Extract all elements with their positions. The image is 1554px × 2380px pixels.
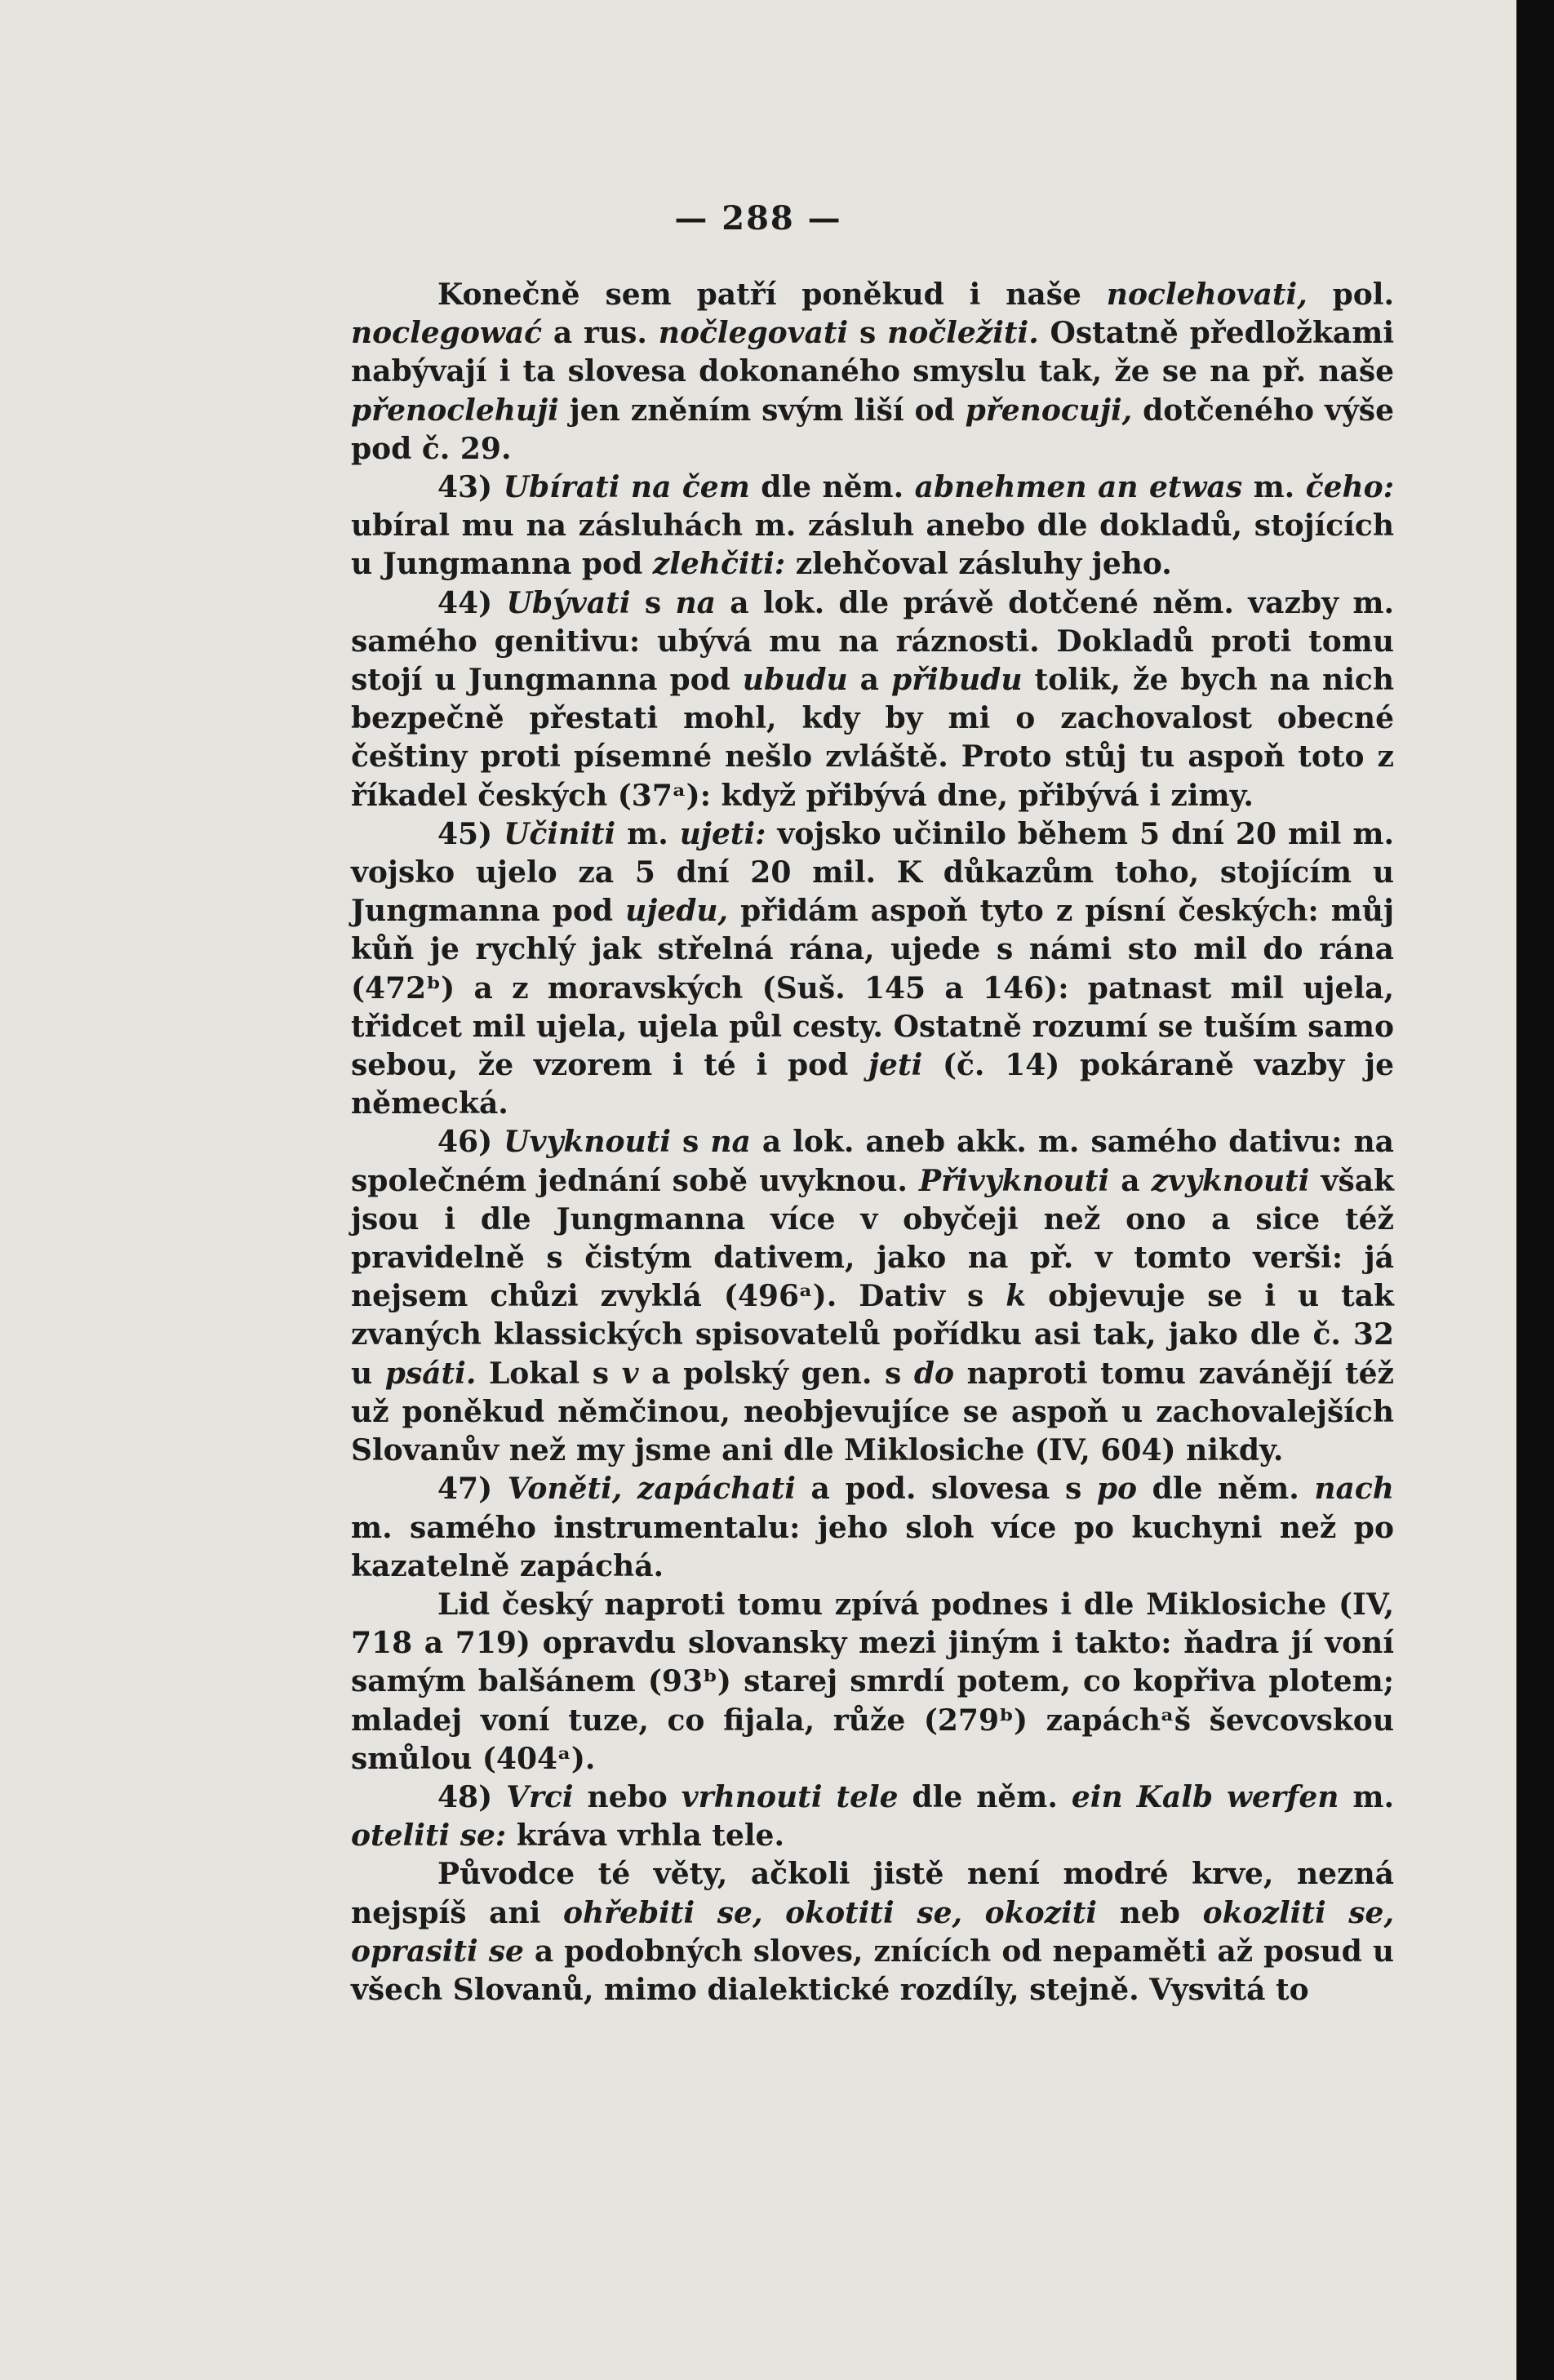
text-run: a <box>1109 1163 1152 1198</box>
italic-text: Přivyknouti <box>919 1163 1110 1198</box>
italic-text: abnehmen an etwas <box>914 470 1243 505</box>
text-run: s <box>630 585 676 620</box>
italic-text: na <box>675 585 716 620</box>
paragraph <box>351 1778 1394 1855</box>
text-run: m. <box>1242 470 1306 505</box>
italic-text: nočležiti. <box>887 316 1039 351</box>
italic-text: ujeti: <box>679 816 766 851</box>
text-run: 44) <box>437 585 507 620</box>
italic-text: ohřebiti se, okotiti se, okoziti <box>562 1895 1098 1930</box>
text-run: naproti tomu zavánějí též už poněkud němčinou, neobjevujíce se aspoň u zachovalejších Slovanův než my jsme ani dle Miklosiche (IV, 604) nikdy. <box>351 1356 1395 1468</box>
italic-text: nach <box>1314 1472 1394 1507</box>
body-text <box>351 276 1394 2009</box>
text-run: objevuje se i u tak zvaných klassických spisovatelů pořídku asi tak, jako dle č. 32 u <box>351 1279 1394 1391</box>
text-run: Lokal s <box>476 1356 622 1391</box>
text-run: a rus. <box>542 316 659 351</box>
text-run: však jsou i dle Jungmanna více v obyčeji než ono a sice též pravidelně s čistým dativem, jako na př. v tomto verši: já nejsem chůzi zvyklá (496ᵃ). Dativ s <box>351 1163 1394 1314</box>
italic-text: Učiniti <box>504 816 616 851</box>
paragraph <box>351 468 1394 584</box>
text-run: přidám aspoň tyto z písní českých: můj kůň je rychlý jak střelná rána, ujede s námi sto mil do rána (472ᵇ) a z moravských (Suš. 145 a 146): patnast mil ujela, třidcet mil ujela, ujela půl cesty. Ostatně rozumí se tuším samo sebou, že vzorem i té i pod <box>351 894 1395 1083</box>
text-run: m. <box>1339 1779 1394 1814</box>
text-run: a polský gen. s <box>638 1356 914 1391</box>
text-run: kráva vrhla tele. <box>506 1818 784 1854</box>
text-run: a lok. dle právě dotčené něm. vazby m. samého genitivu: ubývá mu na ráznosti. Dokladů proti tomu stojí u Jungmanna pod <box>351 585 1394 698</box>
italic-text: noclegować <box>351 316 543 351</box>
paragraph <box>351 1123 1394 1470</box>
italic-text: Vrci <box>506 1779 574 1814</box>
paragraph <box>351 1855 1394 2009</box>
scan-edge <box>1516 0 1554 2380</box>
text-run: a <box>847 663 892 698</box>
text-run: dle něm. <box>749 470 915 505</box>
italic-text: psáti. <box>384 1356 477 1391</box>
italic-text: zvyknouti <box>1151 1163 1310 1198</box>
italic-text: do <box>913 1356 955 1391</box>
text-run: a lok. aneb akk. m. samého dativu: na společném jednání sobě uvyknou. <box>351 1125 1394 1198</box>
italic-text: oteliti se: <box>351 1818 507 1854</box>
text-run: a pod. slovesa s <box>795 1472 1097 1507</box>
paragraph <box>351 276 1394 468</box>
text-run: zlehčoval zásluhy jeho. <box>785 547 1172 582</box>
text-run: 45) <box>437 816 504 851</box>
italic-text: nočlegovati <box>658 316 849 351</box>
text-run: dle něm. <box>898 1779 1072 1814</box>
page-number: — 288 — <box>674 199 842 238</box>
text-run: Konečně sem patří poněkud i naše <box>437 278 1107 312</box>
paragraph <box>351 1586 1394 1778</box>
italic-text: přenoclehuji <box>351 393 559 428</box>
text-run: Ostatně předložkami nabývají i ta slovesa dokonaného smyslu tak, že se na př. naše <box>351 316 1394 389</box>
text-run: Původce té věty, ačkoli jistě není modré krve, nezná nejspíš ani <box>351 1857 1394 1930</box>
text-run: Lid český naproti tomu zpívá podnes i dle Miklosiche (IV, 718 a 719) opravdu slovansky mezi jiným i takto: ňadra jí voní samým balšánem (93ᵇ) starej smrdí potem, co kopřiva plotem; mladej voní tuze, co fijala, růže (279ᵇ) zapáchᵃš ševcovskou smůlou (404ᵃ). <box>351 1587 1394 1776</box>
text-run: 43) <box>437 470 504 505</box>
italic-text: ujedu, <box>625 894 729 929</box>
text-run: dotčeného výše pod č. 29. <box>351 393 1394 466</box>
italic-text: Ubývati <box>506 585 631 620</box>
italic-text: zlehčiti: <box>652 547 786 582</box>
italic-text: Uvyknouti <box>504 1125 672 1160</box>
text-run: a podobných sloves, znících od nepaměti až posud u všech Slovanů, mimo dialektické rozdíly, stejně. Vysvitá to <box>351 1934 1394 2007</box>
text-run: m. <box>615 816 680 851</box>
italic-text: Voněti, zapáchati <box>507 1472 796 1507</box>
italic-text: ein Kalb werfen <box>1071 1779 1339 1814</box>
text-run: ubíral mu na zásluhách m. zásluh anebo dle dokladů, stojících u Jungmanna pod <box>351 508 1394 582</box>
text-run: dle něm. <box>1137 1472 1315 1507</box>
italic-text: Ubírati na čem <box>503 470 750 505</box>
italic-text: ubudu <box>742 663 848 698</box>
text-run: nebo <box>573 1779 682 1814</box>
italic-text: jeti <box>868 1048 923 1083</box>
italic-text: po <box>1096 1472 1138 1507</box>
text-run: s <box>848 316 888 351</box>
text-run: jen zněním svým liší od <box>558 393 966 428</box>
italic-text: vrhnouti tele <box>681 1779 899 1814</box>
text-run: vojsko učinilo během 5 dní 20 mil m. vojsko ujelo za 5 dní 20 mil. K důkazům toho, stojícím u Jungmanna pod <box>351 816 1394 929</box>
italic-text: v <box>621 1356 639 1391</box>
italic-text: okozliti se, oprasiti se <box>351 1895 1394 1969</box>
text-run: tolik, že bych na nich bezpečně přestati mohl, kdy by mi o zachovalost obecné češtiny proti písemné nešlo zvláště. Proto stůj tu aspoň toto z říkadel českých (37ᵃ): když přibývá dne, přibývá i zimy. <box>351 663 1394 813</box>
italic-text: přibudu <box>891 663 1023 698</box>
italic-text: noclehovati, <box>1106 278 1308 312</box>
paragraph <box>351 584 1394 815</box>
text-run: neb <box>1097 1895 1203 1930</box>
text-run: pol. <box>1307 278 1395 312</box>
paragraph <box>351 1470 1394 1586</box>
paragraph <box>351 815 1394 1124</box>
text-run: 47) <box>437 1472 508 1507</box>
italic-text: k <box>1006 1279 1027 1314</box>
text-run: 48) <box>437 1779 507 1814</box>
italic-text: čeho: <box>1305 470 1394 505</box>
text-run: (č. 14) pokáraně vazby je německá. <box>351 1048 1394 1121</box>
text-run: 46) <box>437 1125 504 1160</box>
text-run: m. samého instrumentalu: jeho sloh více po kuchyni než po kazatelně zapáchá. <box>351 1510 1394 1583</box>
text-run: s <box>671 1125 711 1160</box>
italic-text: přenocuji, <box>965 393 1133 428</box>
italic-text: na <box>710 1125 751 1160</box>
